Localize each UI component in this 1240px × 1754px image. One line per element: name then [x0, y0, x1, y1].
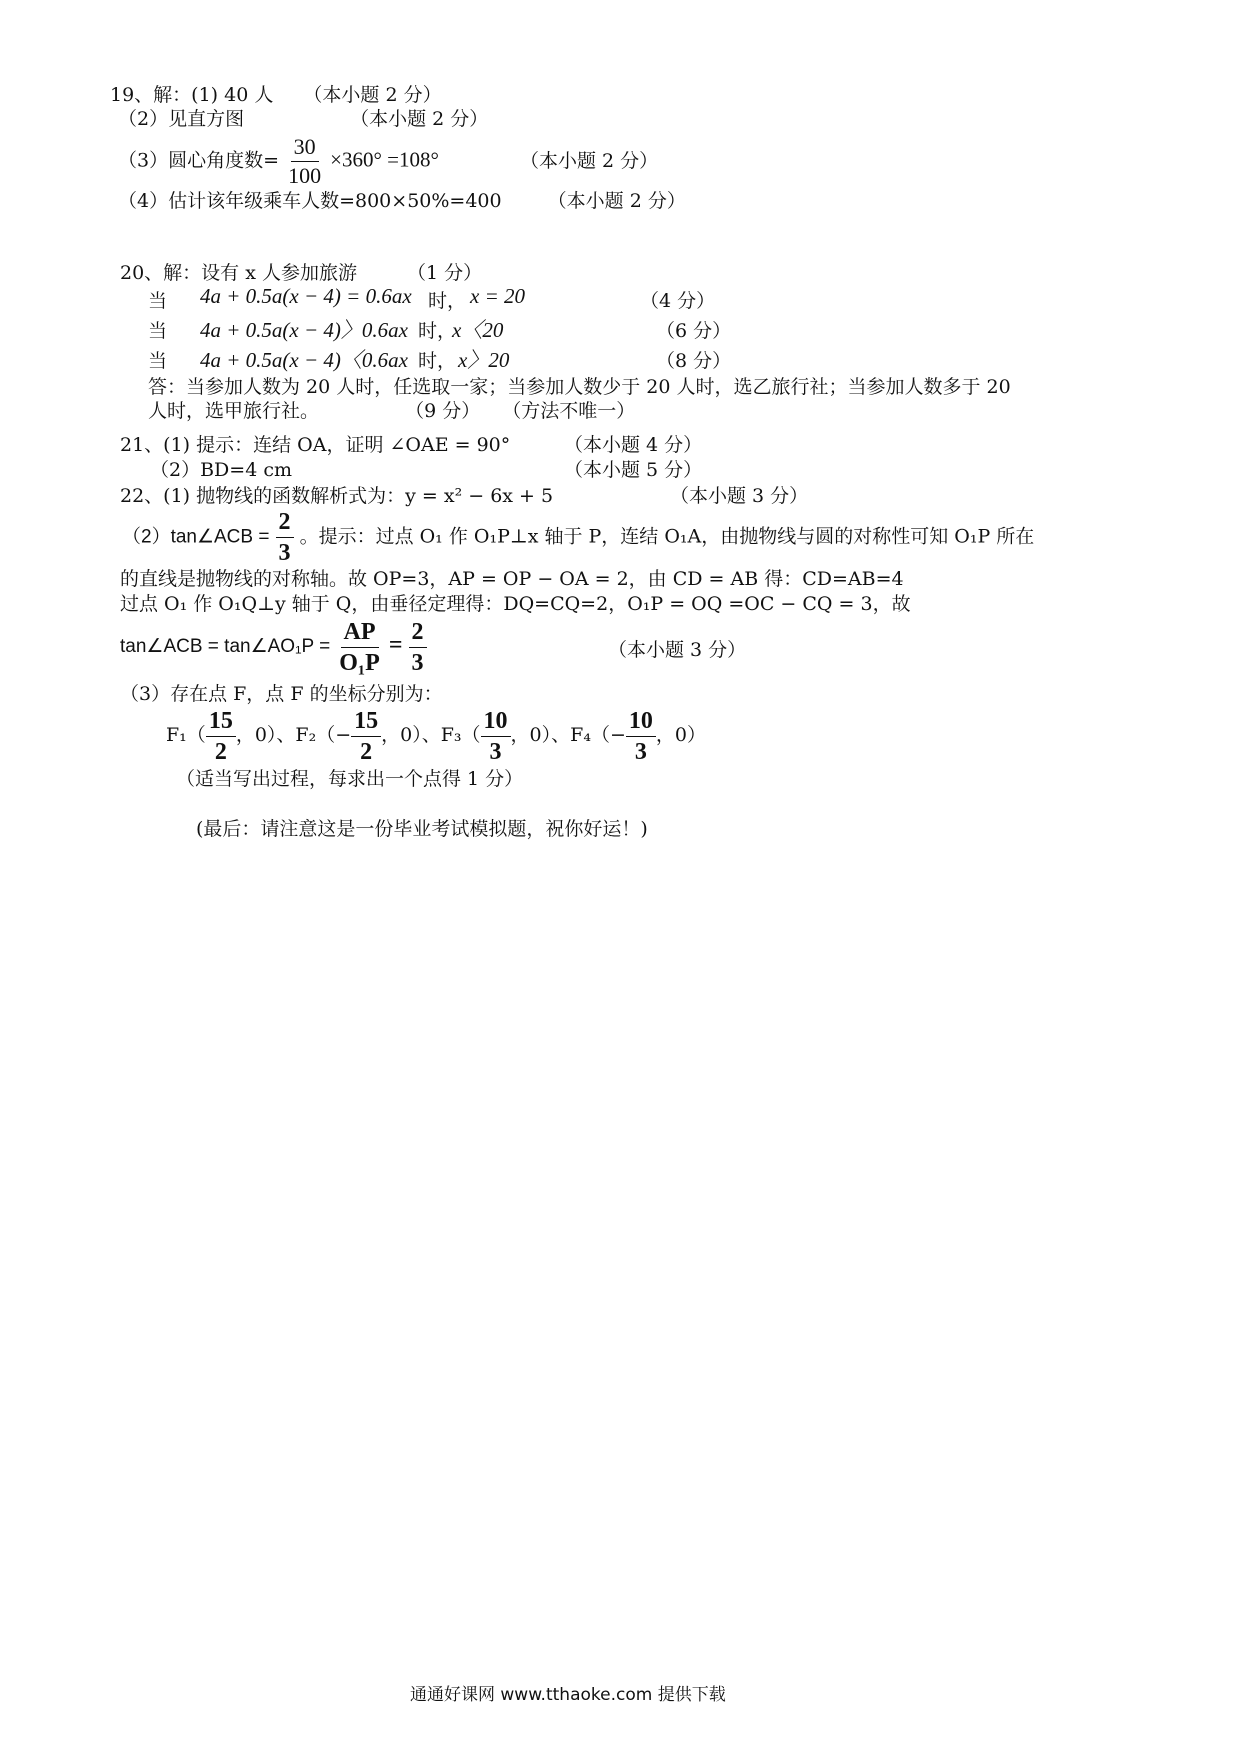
- q19-part3: （3）圆心角度数= $\frac{30}{100}$ ×360° =108°: [118, 134, 439, 188]
- q22-part2-line1: （2）tan∠ACB = $\frac{2}{3}$ 。提示：过点 O₁ 作 O₁P⊥x 轴于 P，连结 O₁A，由抛物线与圆的对称性可知 O₁P 所在: [122, 509, 1035, 566]
- q22-part2-line3: 过点 O₁ 作 O₁Q⊥y 轴于 Q，由垂径定理得：DQ=CQ=2，O₁P = OQ =OC − CQ = 3，故: [120, 593, 911, 615]
- fraction-2-3: $\frac{2}{3}$: [276, 510, 294, 565]
- q21-part1: 21、(1) 提示：连结 OA，证明 ∠OAE = 90°: [120, 434, 511, 456]
- q20-intro: 20、解：设有 x 人参加旅游 （1 分）: [120, 262, 483, 284]
- fraction-ap-o1p: $\frac{AP}{\text{O₁P}}$: [339, 618, 380, 676]
- q19-part2: （2）见直方图 （本小题 2 分）: [118, 108, 489, 130]
- q21-part1-score: （本小题 4 分）: [564, 434, 703, 456]
- closing-note: (最后：请注意这是一份毕业考试模拟题，祝你好运！): [196, 818, 648, 840]
- q20-case1-expr: 4a + 0.5a(x − 4) = 0.6ax: [200, 284, 412, 308]
- q20-case3-expr: 4a + 0.5a(x − 4)〈0.6ax: [200, 348, 408, 372]
- q20-case3-score: （8 分）: [656, 350, 732, 372]
- q22-part2-score: （本小题 3 分）: [608, 639, 747, 661]
- page-footer: 通通好课网 www.tthaoke.com 提供下载: [410, 1685, 726, 1705]
- fraction-neg-10-3: $\frac{10}{3}$: [626, 709, 656, 764]
- q22-part3: （3）存在点 F，点 F 的坐标分别为：: [120, 683, 443, 705]
- q20-case3-mid: 时，: [418, 350, 457, 372]
- q20-case3-result: x〉20: [458, 348, 510, 372]
- q22-part1-score: （本小题 3 分）: [670, 485, 809, 507]
- q19-part1: 19、解：(1) 40 人 （本小题 2 分）: [110, 84, 442, 106]
- q19-part3-score: （本小题 2 分）: [520, 150, 659, 172]
- fraction-30-100: $\frac{30}{100}$: [288, 134, 322, 188]
- q22-part1: 22、(1) 抛物线的函数解析式为：y = x² − 6x + 5: [120, 485, 554, 507]
- q20-case2-expr: 4a + 0.5a(x − 4)〉0.6ax: [200, 318, 408, 342]
- q20-case1-score: （4 分）: [640, 290, 716, 312]
- fraction-2-3-result: $\frac{2}{3}$: [409, 620, 427, 675]
- q22-part3-note: （适当写出过程，每求出一个点得 1 分）: [176, 768, 524, 790]
- q20-case3-when: 当: [148, 350, 168, 372]
- q20-case2-result: x〈20: [452, 318, 504, 342]
- q22-points: F₁（ $\frac{15}{2}$ ，0）、F₂（− $\frac{15}{2}$ ，0）、F₃（ $\frac{10}{3}$ ，0）、F₄（− $\frac{10}{3}$ ，0）: [166, 707, 706, 765]
- fraction-10-3: $\frac{10}{3}$: [481, 709, 511, 764]
- q21-part2-score: （本小题 5 分）: [564, 459, 703, 481]
- q20-case2-mid: 时，: [418, 320, 457, 342]
- q22-part2-tan: tan∠ACB = tan∠AO₁P = $\frac{AP}{\text{O₁P}}$ = $\frac{2}{3}$: [120, 617, 427, 675]
- q20-case1-mid: 时，: [428, 290, 467, 312]
- q20-case1-when: 当: [148, 290, 168, 312]
- q20-case1-result: x = 20: [470, 284, 525, 308]
- q20-answer-line1: 答：当参加人数为 20 人时，任选取一家；当参加人数少于 20 人时，选乙旅行社；当参加人数多于 20: [148, 376, 1011, 398]
- q20-case2-when: 当: [148, 320, 168, 342]
- q21-part2: （2）BD=4 cm: [150, 459, 292, 481]
- q22-part2-line2: 的直线是抛物线的对称轴。故 OP=3，AP = OP − OA = 2，由 CD = AB 得：CD=AB=4: [120, 568, 904, 590]
- q20-case2-score: （6 分）: [656, 320, 732, 342]
- fraction-15-2: $\frac{15}{2}$: [206, 709, 236, 764]
- q20-answer-line2: 人时，选甲旅行社。 （9 分） （方法不唯一）: [148, 400, 636, 422]
- fraction-neg-15-2: $\frac{15}{2}$: [351, 709, 381, 764]
- q19-part4: （4）估计该年级乘车人数=800×50%=400 （本小题 2 分）: [118, 190, 686, 212]
